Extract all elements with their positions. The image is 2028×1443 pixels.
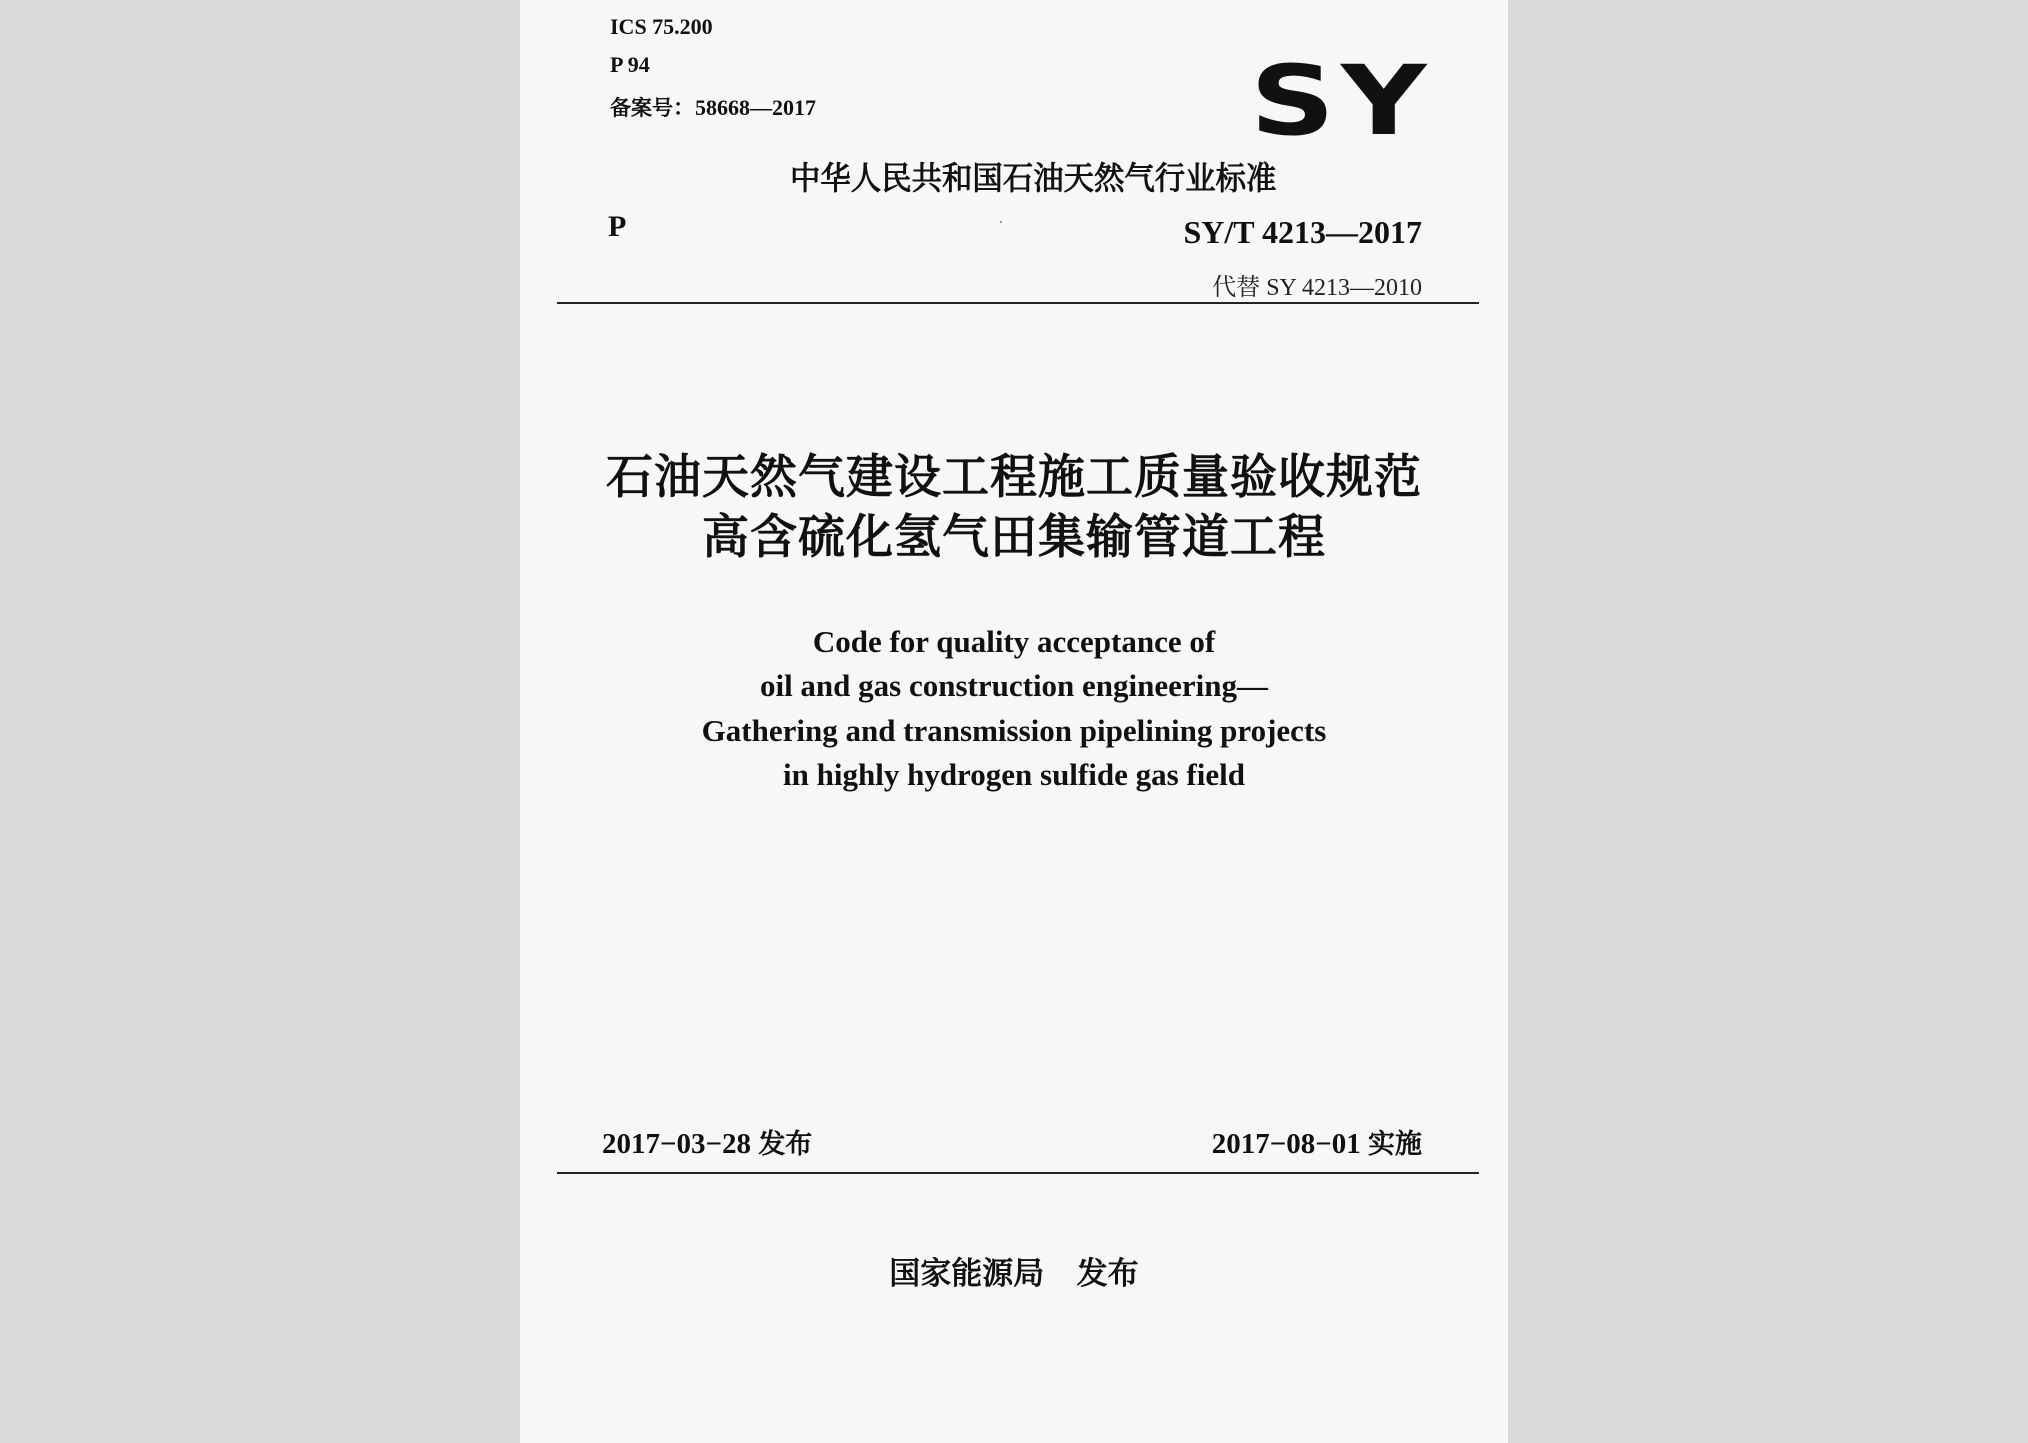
title-en-line3: Gathering and transmission pipelining projects (701, 713, 1327, 748)
ics-code: ICS 75.200 (610, 14, 713, 39)
replaces-standard: 代替 SY 4213—2010 (1212, 275, 1422, 301)
document-page (520, 0, 1508, 1443)
scan-speck (1000, 221, 1002, 223)
effective-date (1212, 1122, 1422, 1161)
issue-date-value: 2017−03−28 (602, 1128, 752, 1160)
effective-date-value: 2017−08−01 (1211, 1128, 1361, 1160)
filing-number: ：58668—2017 (673, 95, 817, 120)
publisher: 国家能源局 发布 (889, 1256, 1139, 1292)
filing-number-line (610, 91, 816, 122)
filing-label: 备案号 (610, 96, 673, 120)
effective-label: 实施 (1368, 1129, 1422, 1160)
p-letter: P (608, 210, 627, 243)
standard-number: SY/T 4213—2017 (1183, 214, 1422, 250)
header-divider (557, 302, 1479, 304)
title-en-line2: oil and gas construction engineering— (759, 668, 1269, 703)
issue-label: 发布 (758, 1129, 813, 1160)
title-en-line1: Code for quality acceptance of (812, 624, 1216, 659)
title-cn-line2: 高含硫化氢气田集输管道工程 (702, 510, 1326, 565)
p-code: P 94 (610, 52, 650, 77)
footer-divider (557, 1172, 1479, 1174)
issue-date (602, 1122, 812, 1161)
standard-class-title: 中华人民共和国石油天然气行业标准 (790, 159, 1277, 197)
sy-logo: SY (1250, 43, 1433, 157)
title-cn-line1: 石油天然气建设工程施工质量验收规范 (606, 450, 1422, 505)
title-en-line4: in highly hydrogen sulfide gas field (783, 757, 1245, 792)
